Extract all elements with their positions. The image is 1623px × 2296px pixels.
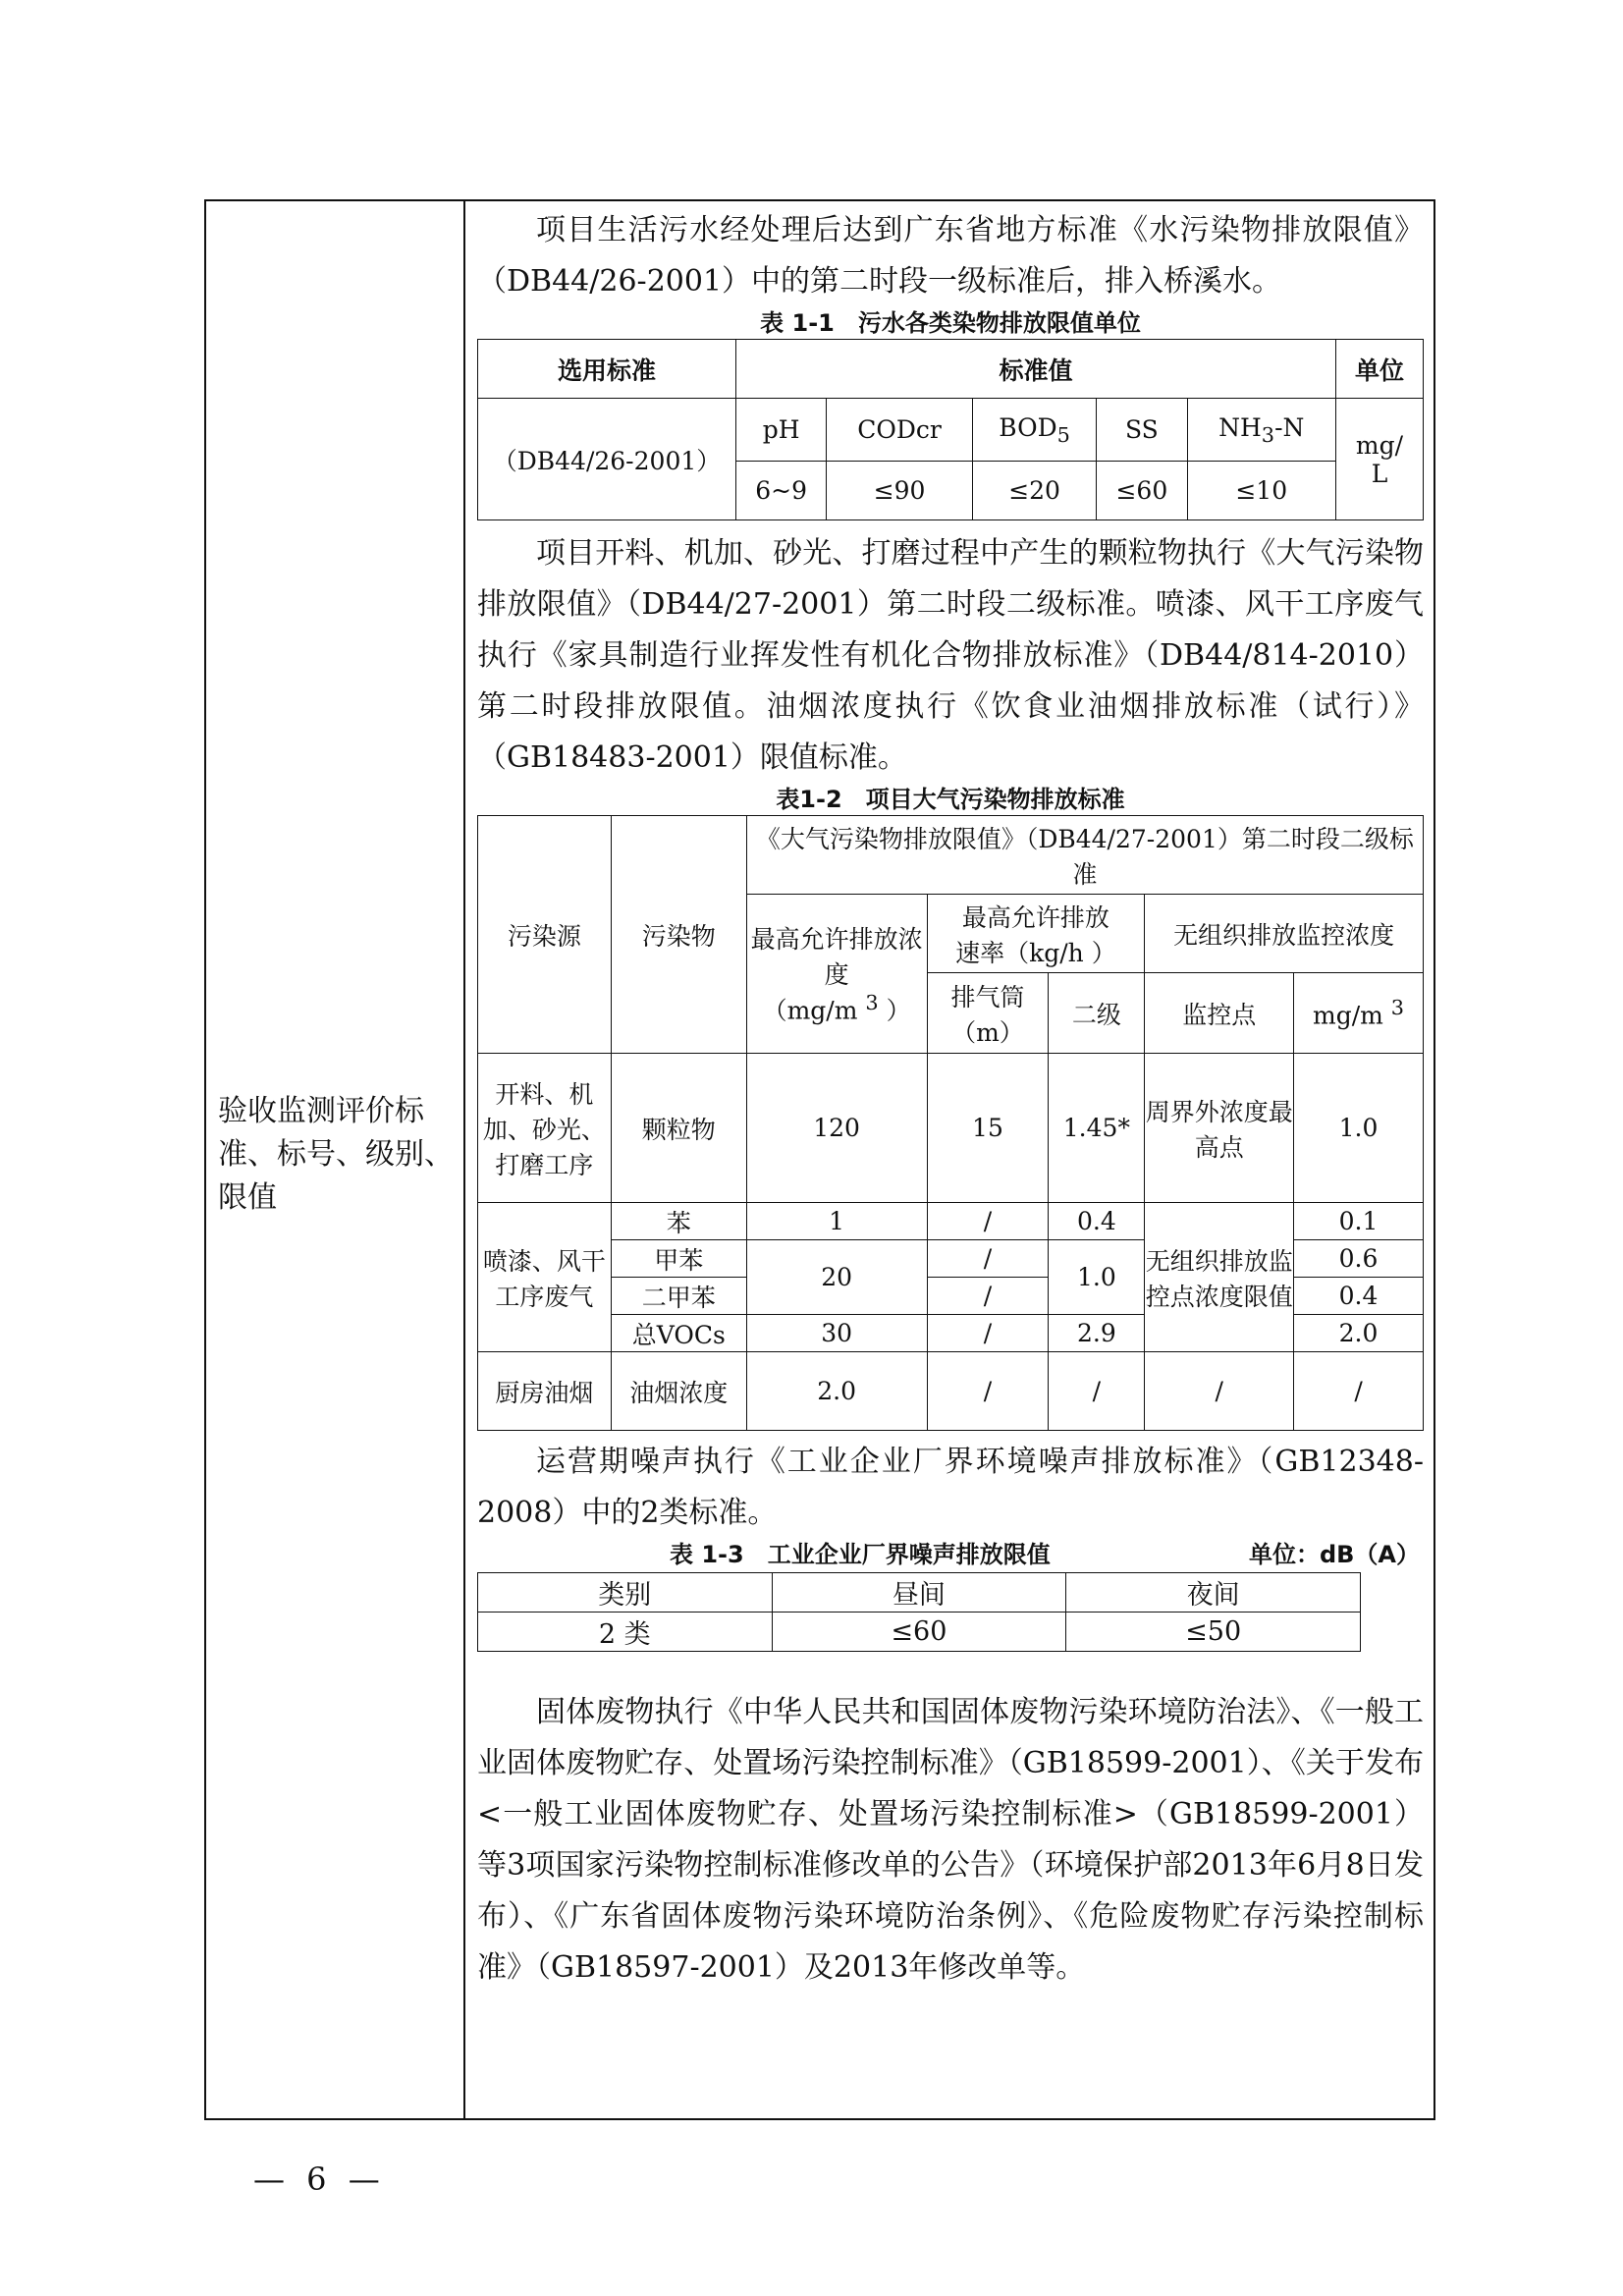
content-frame [204,199,1435,2120]
table2-rate: 1.45* [1049,1054,1145,1203]
table2-stack: / [927,1278,1049,1315]
table3-cell: ≤50 [1066,1613,1361,1652]
section-label: 验收监测评价标准、标号、级别、限值 [218,1094,454,1215]
table2-rate: 0.4 [1049,1203,1145,1240]
table2-pollutant: 颗粒物 [611,1054,746,1203]
table1-value: ≤10 [1187,462,1336,520]
table2-header-unorganized: 无组织排放监控浓度 [1145,895,1424,973]
table1-param: $BOD_5$ [972,399,1096,462]
table2-rate: 2.9 [1049,1315,1145,1352]
table2-stack: / [927,1240,1049,1278]
table1-value: ≤20 [972,462,1096,520]
table2-pollutant: 甲苯 [611,1240,746,1278]
table2-stack: / [927,1352,1049,1431]
table2-header-stack: 排气筒 （m） [927,973,1049,1054]
table2-rate: 1.0 [1049,1240,1145,1315]
table2-conc: 120 [746,1054,927,1203]
table1-param: $NH_3-N$ [1187,399,1336,462]
table2-header-monitor: 监控点 [1145,973,1294,1054]
table2-pollutant: 总VOCs [611,1315,746,1352]
table2-limit: 1.0 [1294,1054,1424,1203]
table2-pollutant: 苯 [611,1203,746,1240]
table2-pollutant: 二甲苯 [611,1278,746,1315]
table2-header-mgm3: mg/m $^3$ [1294,973,1424,1054]
paragraph-wastewater: 项目生活污水经处理后达到广东省地方标准《水污染物排放限值》（DB44/26-2001）中的第二时段一级标准后，排入桥溪水。 [477,213,1424,299]
table2-limit: 2.0 [1294,1315,1424,1352]
table2-header-max-conc: 最高允许排放浓度 （mg/m $^3$ ） [746,895,927,1054]
table2-conc: 30 [746,1315,927,1352]
table2-source: 喷漆、风干工序废气 [478,1203,612,1352]
table1-unit: mg/ L [1336,399,1424,520]
table3-cell: 2 类 [478,1613,773,1652]
table1-param: CODcr [827,399,973,462]
table2-limit: / [1294,1352,1424,1431]
table2-monitor: 周界外浓度最高点 [1145,1054,1294,1203]
table2-stack: 15 [927,1054,1049,1203]
table3-caption: 表 1-3 工业企业厂界噪声排放限值 [670,1541,1051,1568]
column-divider [463,201,465,2118]
table2-limit: 0.4 [1294,1278,1424,1315]
paragraph-solid-waste: 固体废物执行《中华人民共和国固体废物污染环境防治法》、《一般工业固体废物贮存、处置场污染控制标准》（GB18599-2001）、《关于发布<一般工业固体废物贮存、处置场污染控制标准>（GB18599-2001）等3项国家污染物控制标准修改单的公告》（环境保护部2013年6月8日发布）、《广东省固体废物污染环境防治条例》、《危险废物贮存污染控制标准》（GB18597-2001）及2013年修改单等。 [477,1695,1424,1985]
table2-limit: 0.6 [1294,1240,1424,1278]
table1-header-standard: 选用标准 [478,340,736,399]
table1-header-value: 标准值 [736,340,1336,399]
table2-stack: / [927,1315,1049,1352]
table2-monitor: / [1145,1352,1294,1431]
table3-header: 夜间 [1066,1573,1361,1613]
table1-value: ≤60 [1097,462,1187,520]
table2-conc: 2.0 [746,1352,927,1431]
table2-header-source: 污染源 [478,816,612,1054]
paragraph-noise: 运营期噪声执行《工业企业厂界环境噪声排放标准》（GB12348-2008）中的2类标准。 [477,1445,1424,1530]
table2-caption: 表1-2 项目大气污染物排放标准 [776,786,1125,813]
table1-standard: （DB44/26-2001） [478,399,736,520]
table2-header-level2: 二级 [1049,973,1145,1054]
table3-header: 昼间 [772,1573,1066,1613]
table-wastewater-limits [477,339,1424,520]
table2-conc: 1 [746,1203,927,1240]
table2-header-standard: 《大气污染物排放限值》（DB44/27-2001）第二时段二级标准 [746,816,1423,895]
table2-conc: 20 [746,1240,927,1315]
table3-unit-note: 单位：dB（A） [1248,1541,1420,1568]
paragraph-air: 项目开料、机加、砂光、打磨过程中产生的颗粒物执行《大气污染物排放限值》（DB44/27-2001）第二时段二级标准。喷漆、风干工序废气执行《家具制造行业挥发性有机化合物排放标准》（DB44/814-2010）第二时段排放限值。油烟浓度执行《饮食业油烟排放标准（试行）》（GB18483-2001）限值标准。 [477,536,1424,775]
table1-value: ≤90 [827,462,973,520]
table2-header-max-rate: 最高允许排放 速率（kg/h ） [927,895,1145,973]
table3-header: 类别 [478,1573,773,1613]
table1-header-unit: 单位 [1336,340,1424,399]
table2-stack: / [927,1203,1049,1240]
table2-rate: / [1049,1352,1145,1431]
section-content [477,201,1424,1994]
page-number: — 6 — [253,2160,386,2198]
table1-value: 6~9 [736,462,827,520]
table2-source: 开料、机加、砂光、打磨工序 [478,1054,612,1203]
table-noise-limits [477,1572,1361,1652]
table2-source: 厨房油烟 [478,1352,612,1431]
table1-param: SS [1097,399,1187,462]
table2-limit: 0.1 [1294,1203,1424,1240]
table3-cell: ≤60 [772,1613,1066,1652]
table3-caption-row [477,1539,1424,1572]
table1-param: pH [736,399,827,462]
table2-monitor: 无组织排放监控点浓度限值 [1145,1203,1294,1352]
table2-pollutant: 油烟浓度 [611,1352,746,1431]
table1-caption: 表 1-1 污水各类染物排放限值单位 [760,309,1141,337]
table-air-emission-standards [477,815,1424,1431]
table2-header-pollutant: 污染物 [611,816,746,1054]
